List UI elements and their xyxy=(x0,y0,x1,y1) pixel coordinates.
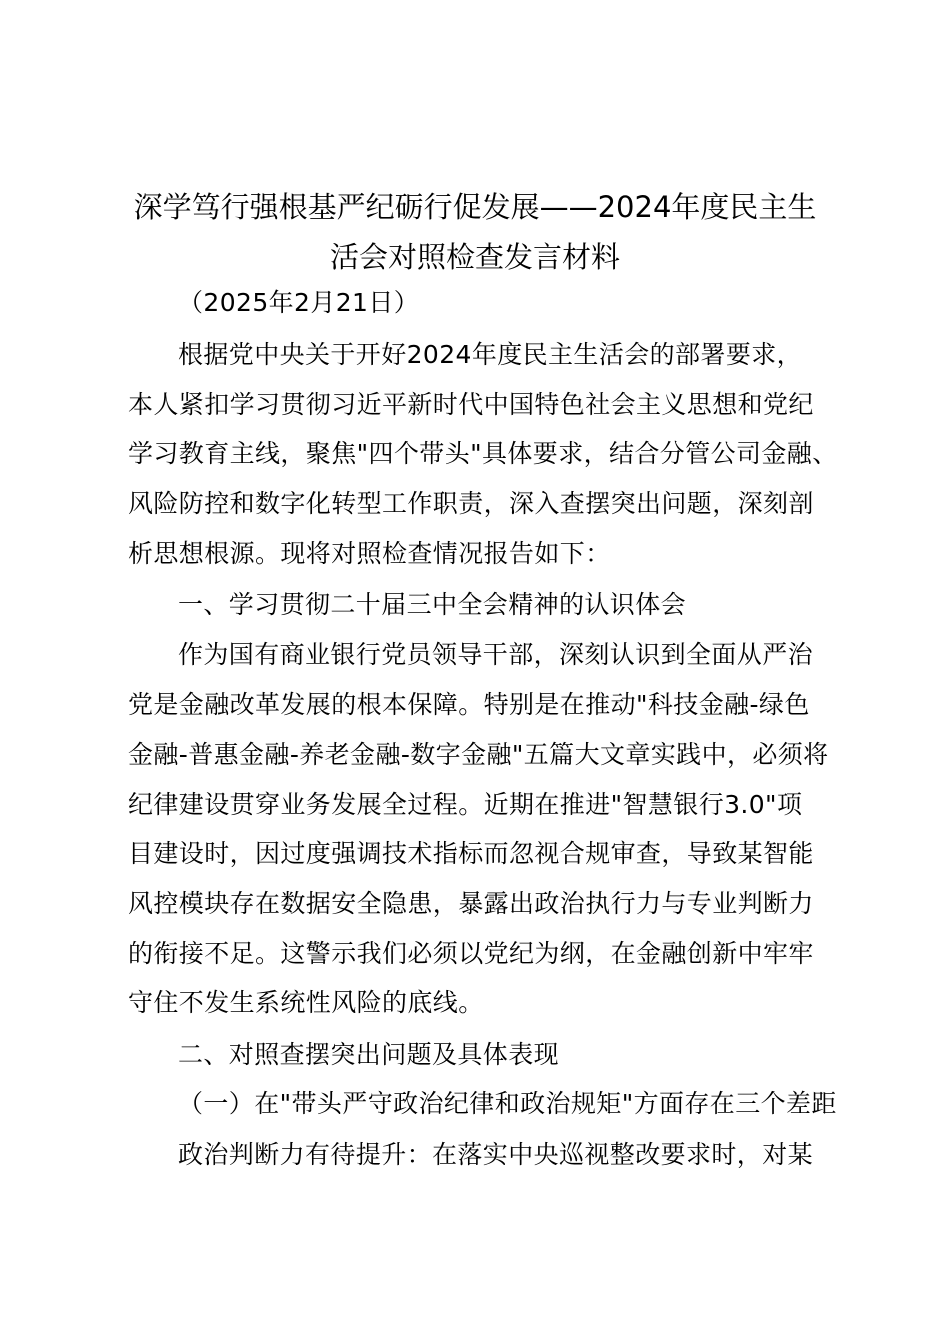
paragraph-line: 金融-普惠金融-养老金融-数字金融"五篇大文章实践中，必须将 xyxy=(128,740,829,769)
paragraph-line: 政治判断力有待提升：在落实中央巡视整改要求时，对某 xyxy=(178,1140,814,1169)
paragraph-line: 纪律建设贯穿业务发展全过程。近期在推进"智慧银行3.0"项 xyxy=(128,790,803,819)
document-title xyxy=(110,182,840,282)
title-line-1: 深学笃行强根基严纪砺行促发展——2024年度民主生 xyxy=(133,190,817,224)
paragraph-line: 目建设时，因过度强调技术指标而忽视合规审查，导致某智能 xyxy=(128,839,814,868)
paragraph-line: 风险防控和数字化转型工作职责，深入查摆突出问题，深刻剖 xyxy=(128,489,814,518)
section-heading: 一、学习贯彻二十届三中全会精神的认识体会 xyxy=(178,590,687,619)
document-date: （2025年2月21日） xyxy=(178,288,420,317)
paragraph-line: 党是金融改革发展的根本保障。特别是在推动"科技金融-绿色 xyxy=(128,690,810,719)
paragraph-line: 作为国有商业银行党员领导干部，深刻认识到全面从严治 xyxy=(178,640,814,669)
paragraph-line: 根据党中央关于开好2024年度民主生活会的部署要求， xyxy=(178,340,803,369)
paragraph-line: 本人紧扣学习贯彻习近平新时代中国特色社会主义思想和党纪 xyxy=(128,390,814,419)
paragraph-line: 风控模块存在数据安全隐患，暴露出政治执行力与专业判断力 xyxy=(128,889,814,918)
paragraph-line: 析思想根源。现将对照检查情况报告如下： xyxy=(128,539,611,568)
paragraph-line: 守住不发生系统性风险的底线。 xyxy=(128,988,484,1017)
paragraph-line: 的衔接不足。这警示我们必须以党纪为纲，在金融创新中牢牢 xyxy=(128,939,814,968)
paragraph-line: 学习教育主线，聚焦"四个带头"具体要求，结合分管公司金融、 xyxy=(128,439,838,468)
title-line-2: 活会对照检查发言材料 xyxy=(329,240,620,274)
subsection-heading: （一）在"带头严守政治纪律和政治规矩"方面存在三个差距 xyxy=(178,1089,837,1118)
section-heading: 二、对照查摆突出问题及具体表现 xyxy=(178,1040,560,1069)
